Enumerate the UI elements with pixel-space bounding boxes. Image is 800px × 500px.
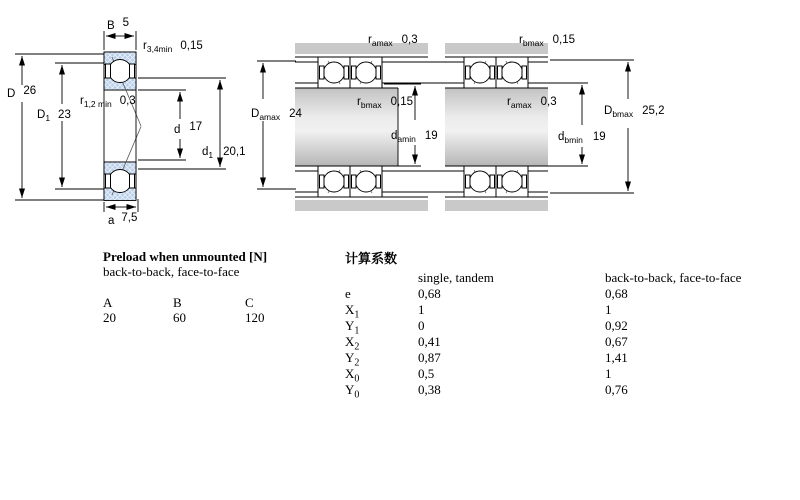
preload-col-header: C [245,295,254,310]
factor-btb-ftf: 0,68 [605,286,628,301]
preload-table-subtitle: back-to-back, face-to-face [103,264,240,279]
cage [522,66,527,79]
cage [352,66,357,79]
ball [356,171,377,192]
ball [470,171,491,192]
bearing-drawings [0,0,800,245]
ball [109,60,132,83]
factor-btb-ftf: 1 [605,302,612,317]
cage [344,66,349,79]
ball [356,62,377,83]
preload-table-title: Preload when unmounted [N] [103,249,268,264]
factors-col2-header: back-to-back, face-to-face [605,270,742,285]
factor-single-tandem: 1 [418,302,425,317]
cage [498,175,503,188]
factors-table-title: 计算系数 [345,251,398,266]
dim-label-B: B 5 [107,17,130,32]
mounted-pair-diagram-b [445,34,665,211]
cage [106,174,111,188]
cage [130,64,135,78]
dim-label-d1: $d_1$ 20,1 [202,146,246,160]
factor-single-tandem: 0,41 [418,334,441,349]
factor-row-label: $Y_0$ [345,382,360,401]
dim-label-d: d 17 [174,121,203,136]
factor-row-label: $X_0$ [345,366,360,385]
dim-label-a: a 7,5 [108,212,138,227]
cage [522,175,527,188]
factor-row-label: $Y_1$ [345,318,360,337]
dim-label-damin: $d_{amin}$ 19 [391,130,438,144]
ball [502,171,523,192]
preload-table [103,249,267,325]
factor-single-tandem: 0 [418,318,425,333]
factor-row-label: e [345,286,351,301]
shaft-section [445,88,548,166]
factor-single-tandem: 0,68 [418,286,441,301]
dim-label-rbmax: $r_{bmax}$ 0,15 [357,96,414,110]
single-bearing-diagram [7,17,246,227]
ball [324,62,345,83]
factor-btb-ftf: 0,92 [605,318,628,333]
cage [130,174,135,188]
factor-btb-ftf: 1 [605,366,612,381]
mounted-pair-diagram-a [251,34,464,211]
cage [106,64,111,78]
factor-row-label: $X_1$ [345,302,360,321]
dim-label-r34: $r_{3,4min}$ 0,15 [143,40,203,54]
cage [498,66,503,79]
factor-single-tandem: 0,38 [418,382,441,397]
factor-btb-ftf: 0,76 [605,382,628,397]
dim-label-Damax: $D_{amax}$ 24 [251,108,302,122]
cage [490,66,495,79]
dim-label-D: D 26 [7,85,37,100]
preload-header-row [103,295,267,310]
shaft-section [295,88,398,166]
ball [502,62,523,83]
dim-label-r12: $r_{1,2 min}$ 0,3 [80,95,136,109]
factor-row-label: $X_2$ [345,334,360,353]
calculation-factors-table [345,251,742,401]
cage [490,175,495,188]
dim-label-ramax: $r_{amax}$ 0,3 [507,96,557,110]
housing-block [445,200,548,211]
ball [470,62,491,83]
cage [320,66,325,79]
factor-single-tandem: 0,5 [418,366,435,381]
dim-label-dbmin: $d_{bmin}$ 19 [558,131,606,145]
dim-label-D1: $D_1$ 23 [37,109,71,123]
factor-btb-ftf: 0,67 [605,334,628,349]
cage [376,175,381,188]
dim-label-ramax: $r_{amax}$ 0,3 [368,34,418,48]
factor-single-tandem: 0,87 [418,350,441,365]
factors-col1-header: single, tandem [418,270,494,285]
factor-btb-ftf: 1,41 [605,350,628,365]
preload-col-header: A [103,295,113,310]
cage [466,66,471,79]
housing-block [295,200,428,211]
dim-label-Dbmax: $D_{bmax}$ 25,2 [604,105,665,119]
factor-row-label: $Y_2$ [345,350,360,369]
preload-value-row [103,310,267,325]
cage [352,175,357,188]
preload-value: 60 [173,310,186,325]
preload-col-header: B [173,295,182,310]
ball [109,170,132,193]
cage [344,175,349,188]
cage [376,66,381,79]
cage [320,175,325,188]
cage [466,175,471,188]
preload-value: 120 [245,310,265,325]
preload-value: 20 [103,310,116,325]
dim-label-rbmax: $r_{bmax}$ 0,15 [519,34,576,48]
ball [324,171,345,192]
